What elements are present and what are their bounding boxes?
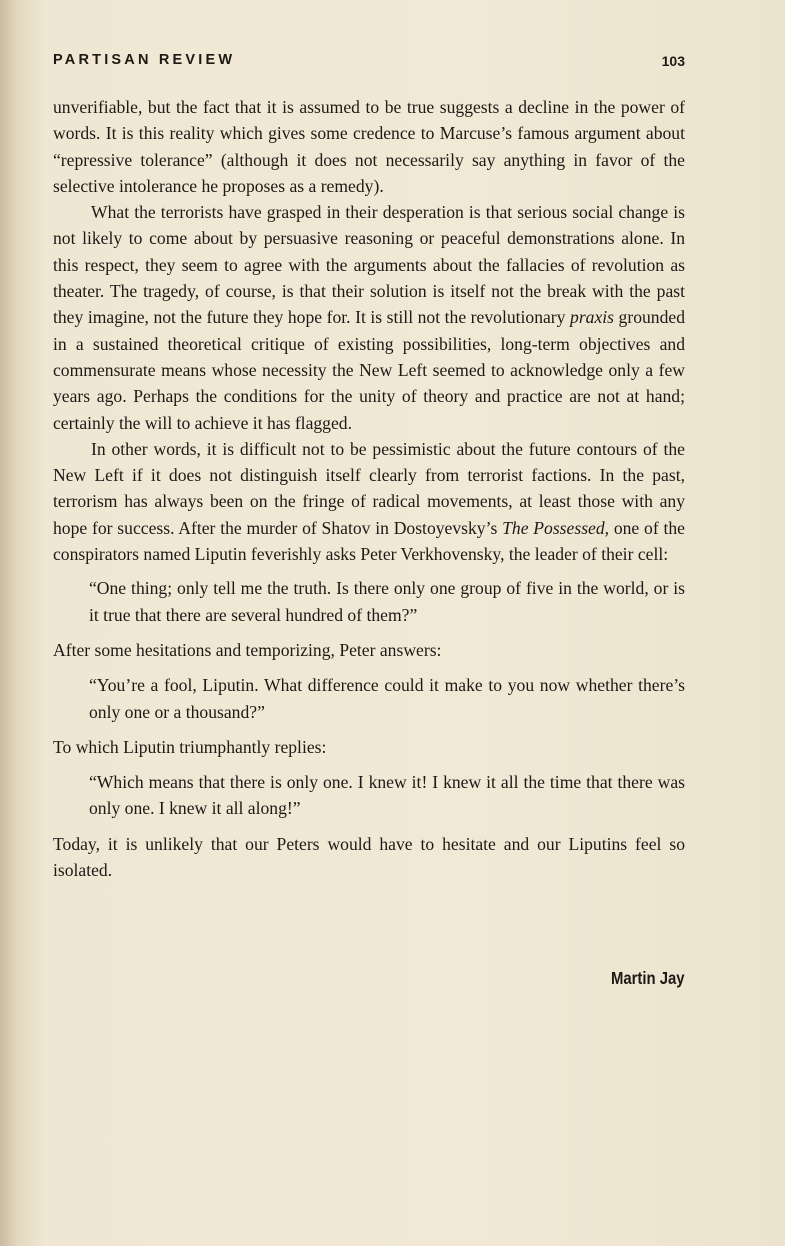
- block-quote-1: “One thing; only tell me the truth. Is there only one group of five in the world, or is it true that there are several hundred of them?”: [89, 578, 685, 625]
- narrative-line-2: To which Liputin triumphantly replies:: [53, 736, 327, 757]
- italic-praxis: praxis: [570, 307, 614, 328]
- block-quote-2: “You’re a fool, Liputin. What difference could it make to you now whether there’s only one or a thousand?”: [89, 675, 685, 722]
- paragraph-1: unverifiable, but the fact that it is assumed to be true suggests a decline in the power of words. It is this reality which gives some credence to Marcuse’s famous argument about “repressive tolerance” (although it does not necessarily say anything in favor of the selective intolerance he proposes as a remedy).: [53, 97, 685, 196]
- block-quote-3: “Which means that there is only one. I knew it! I knew it all the time that there was only one. I knew it all along!”: [89, 772, 685, 819]
- author-signature: Martin Jay: [611, 968, 685, 988]
- paragraph-3: In other words, it is difficult not to be pessimistic about the future contours of the New Left if it does not distinguish itself clearly from terrorist factions. In the past, terrorism has always been on the fringe of radical movements, at least those with any hope for success. After the murder of Shatov in Dostoyevsky’s The Possessed, one of the conspirators named Liputin feverishly asks Peter Verkhovensky, the leader of their cell:: [53, 438, 685, 565]
- journal-title: PARTISAN REVIEW: [53, 52, 236, 68]
- narrative-line-1: After some hesitations and temporizing, Peter answers:: [53, 639, 442, 660]
- article-body: [53, 94, 685, 883]
- running-header: [53, 52, 685, 76]
- paragraph-2: What the terrorists have grasped in their desperation is that serious social change is not likely to come about by persuasive reasoning or peaceful demonstrations alone. In this respect, they seem to agree with the arguments about the fallacies of revolution as theater. The tragedy, of course, is that their solution is itself not the break with the past they imagine, not the future they hope for. It is still not the revolutionary praxis grounded in a sustained theoretical critique of existing possibilities, long-term objectives and commensurate means whose necessity the New Left seemed to acknowledge only a few years ago. Perhaps the conditions for the unity of theory and practice are not at hand; certainly the will to achieve it has flagged.: [53, 202, 685, 433]
- page-number: 103: [661, 53, 685, 69]
- final-paragraph: Today, it is unlikely that our Peters would have to hesitate and our Liputins feel so isolated.: [53, 833, 685, 881]
- italic-book-title: The Possessed,: [502, 517, 610, 538]
